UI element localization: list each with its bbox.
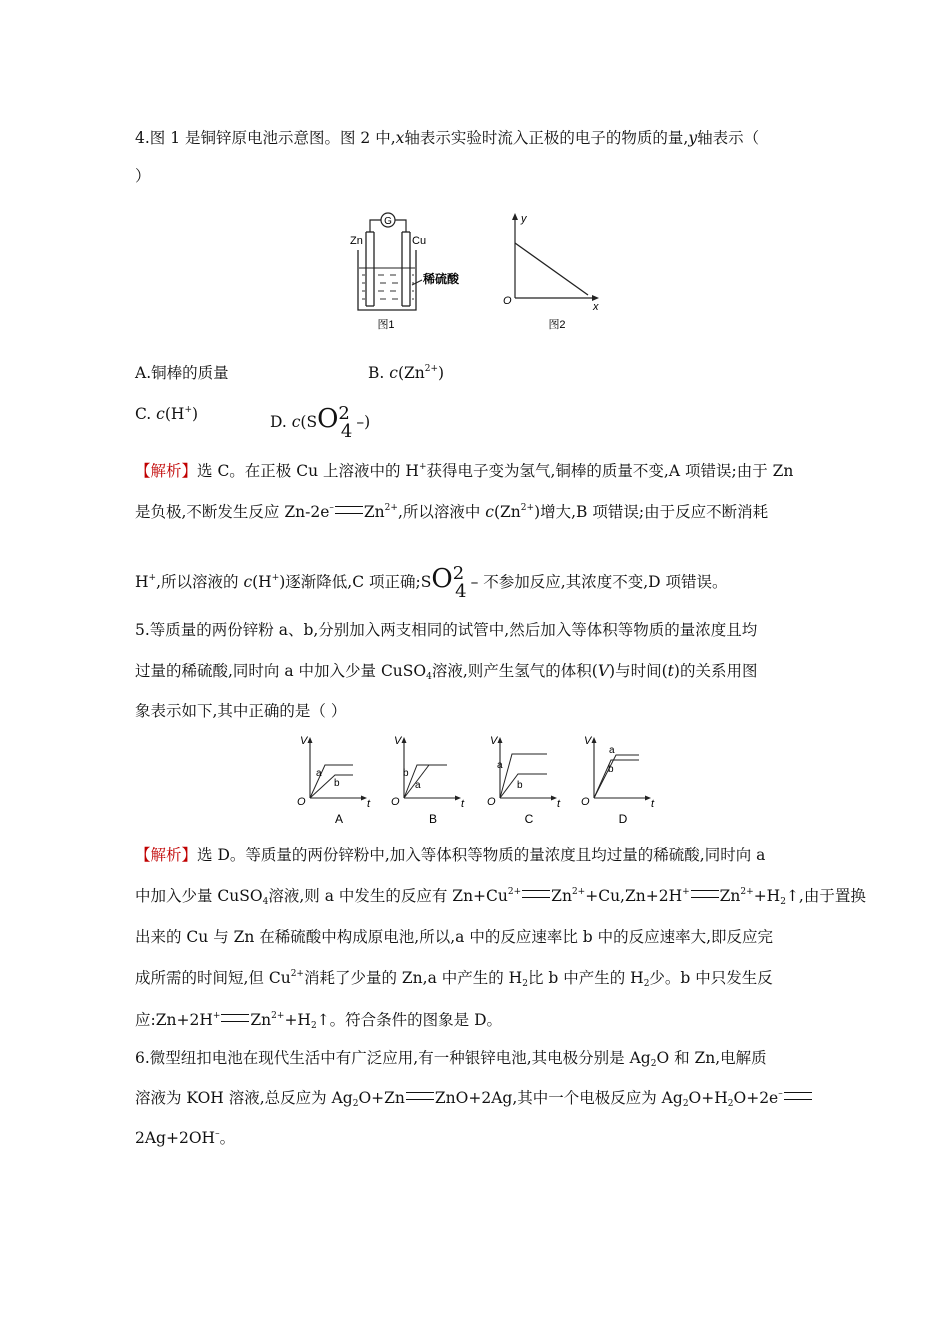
graph2-y-label: y (521, 213, 527, 225)
svg-text:b: b (403, 768, 409, 779)
graph2-origin: O (503, 295, 512, 307)
figure-2-caption: 图2 (548, 319, 566, 331)
svg-text:O: O (297, 796, 306, 808)
q5-graphs (295, 732, 665, 832)
zn-electrode-label: Zn (350, 235, 363, 247)
q4-option-c: C. c(H+) (135, 405, 199, 423)
svg-text:t: t (651, 798, 655, 810)
svg-text:a: a (497, 760, 503, 771)
a4-line3: H+,所以溶液的 c(H+)逐渐降低,C 项正确;SO24 – 不参加反应,其浓度不变,D 项错误。 (135, 563, 728, 602)
q4-line1: 4.图 1 是铜锌原电池示意图。图 2 中,x轴表示实验时流入正极的电子的物质的量,y轴表示（ (135, 129, 760, 147)
svg-text:V: V (490, 735, 498, 747)
graph-a (297, 735, 371, 826)
svg-text:O: O (391, 796, 400, 808)
svg-text:A: A (334, 812, 344, 826)
q6-line3: 2Ag+2OH–。 (135, 1129, 236, 1147)
q5-line2: 过量的稀硫酸,同时向 a 中加入少量 CuSO$_4$溶液,则产生氢气的体积(V)与时间(t)的关系用图 (135, 662, 758, 682)
svg-text:B: B (428, 812, 438, 826)
svg-text:b: b (608, 764, 614, 775)
svg-text:t: t (557, 798, 561, 810)
a5-line3: 出来的 Cu 与 Zn 在稀硫酸中构成原电池,所以,a 中的反应速率比 b 中的反应速率大,即反应完 (135, 928, 774, 946)
svg-text:V: V (584, 735, 592, 747)
a5-line4: 成所需的时间短,但 $Cu^{2+}$消耗了少量的 Zn,a 中产生的 $H_2$比 b 中产生的 $H_2$少。b 中只发生反 (135, 969, 773, 989)
svg-text:C: C (524, 812, 534, 826)
svg-text:V: V (300, 735, 308, 747)
q4-option-b: B. $c(Zn^{2+})$ (368, 364, 445, 382)
svg-text:a: a (316, 768, 322, 779)
q4-line2: ） (135, 167, 151, 185)
svg-text:b: b (334, 778, 340, 789)
q4-option-d: D. c(SO24 –) (270, 403, 371, 442)
svg-text:a: a (415, 780, 421, 791)
graph-c (487, 735, 561, 826)
acid-label: 稀硫酸 (423, 272, 460, 286)
q4-option-a: A.铜棒的质量 (135, 364, 229, 382)
svg-text:a: a (609, 745, 615, 756)
svg-text:O: O (487, 796, 496, 808)
graph2-x-label: x (593, 301, 599, 313)
q5-line3: 象表示如下,其中正确的是（ ） (135, 702, 347, 720)
graph-d (581, 735, 655, 826)
figure-1-caption: 图1 (377, 319, 395, 331)
svg-text:t: t (461, 798, 465, 810)
cu-electrode-label: Cu (412, 235, 427, 247)
graph2-line (515, 243, 588, 295)
battery-figure-1 (350, 210, 470, 335)
svg-text:t: t (367, 798, 371, 810)
graph-b (391, 735, 465, 826)
svg-text:D: D (618, 812, 628, 826)
galvanometer-label: G (384, 216, 392, 227)
a4-line1: 【解析】选 C。在正极 Cu 上溶液中的 H+获得电子变为氢气,铜棒的质量不变,A 项错误;由于 Zn (135, 462, 794, 480)
q6-line2: 溶液为 KOH 溶液,总反应为 $Ag_2O+Zn$ ZnO+2Ag,其中一个电极反应为 $Ag_2O+H_2O+2e^-$ (135, 1088, 813, 1108)
svg-text:b: b (517, 780, 523, 791)
q5-line1: 5.等质量的两份锌粉 a、b,分别加入两支相同的试管中,然后加入等体积等物质的量浓度且均 (135, 621, 758, 639)
svg-text:V: V (394, 735, 402, 747)
line-graph-figure-2 (495, 210, 610, 335)
a4-line2: 是负极,不断发生反应 Zn-2e– $Zn^{2+}$,所以溶液中 $c(Zn^{2+})$增大,B 项错误;由于反应不断消耗 (135, 503, 769, 521)
a5-line2: 中加入少量 CuSO$_4$溶液,则 a 中发生的反应有 $Zn+Cu^{2+}$ $Zn^{2+}+Cu,Zn+2H^+$ $Zn^{2+}+H_2↑$,由于置换 (135, 887, 866, 907)
a5-line5: 应:Zn+2H+ $Zn^{2+}+H_2↑$。符合条件的图象是 D。 (135, 1011, 503, 1031)
svg-text:O: O (581, 796, 590, 808)
a5-line1: 【解析】选 D。等质量的两份锌粉中,加入等体积等物质的量浓度且均过量的稀硫酸,同时向 a (135, 846, 766, 864)
q6-line1: 6.微型纽扣电池在现代生活中有广泛应用,有一种银锌电池,其电极分别是 $Ag_2O$ 和 Zn,电解质 (135, 1049, 767, 1069)
